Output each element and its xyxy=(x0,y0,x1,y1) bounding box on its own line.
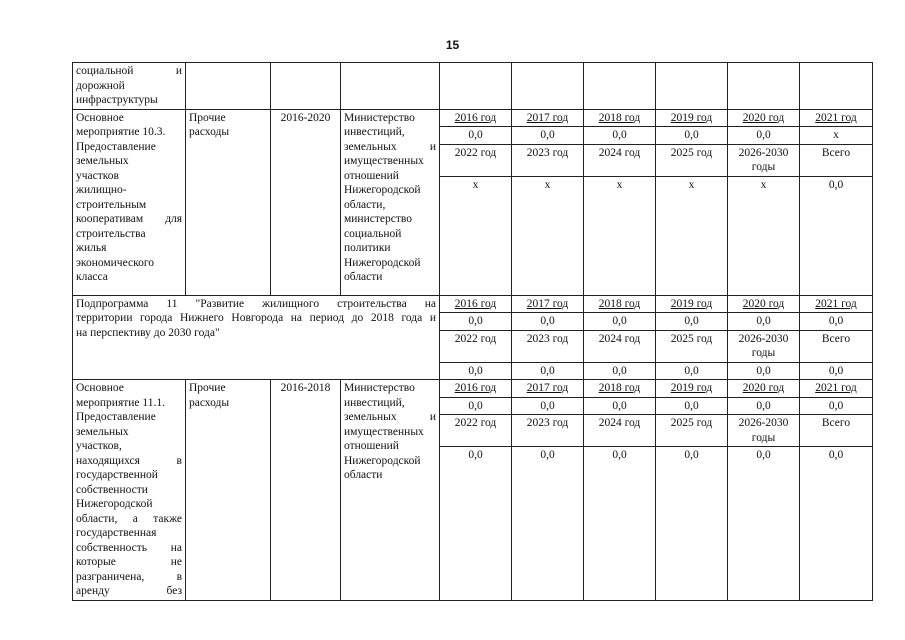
text-line: мероприятие 11.1. xyxy=(76,396,165,409)
text-line: социальной и xyxy=(76,65,182,77)
year-header: 2017 год xyxy=(512,380,584,398)
text-line: Основное xyxy=(76,111,124,124)
year-header: 2018 год xyxy=(584,380,656,398)
subprogram-years-row xyxy=(73,295,873,313)
text-line: которые не xyxy=(76,556,182,568)
year-header: 2026-2030 годы xyxy=(728,415,800,447)
text-line: строительства xyxy=(76,227,146,240)
text-line: Нижегородской xyxy=(344,184,421,196)
year-header: 2017 год xyxy=(512,109,584,127)
value-cell: 0,0 xyxy=(656,127,728,145)
text-line: государственная xyxy=(76,527,157,539)
year-header: 2025 год xyxy=(656,330,728,362)
text-line: Прочие xyxy=(189,111,226,124)
value-cell: 0,0 xyxy=(512,397,584,415)
text-line: имущественных xyxy=(344,155,424,167)
text-line: Предоставление xyxy=(76,411,156,423)
text-line: Нижегородской xyxy=(344,454,421,467)
measure-10-3-years-row xyxy=(73,109,873,127)
value-cell: 0,0 xyxy=(440,397,512,415)
text-line: отношений xyxy=(344,169,399,182)
measure-name-cell xyxy=(73,380,186,601)
year-header: 2024 год xyxy=(584,415,656,447)
period-cell: 2016-2018 xyxy=(271,380,341,601)
empty-cell xyxy=(728,63,800,110)
value-cell: 0,0 xyxy=(800,447,873,601)
value-cell: х xyxy=(656,176,728,295)
text-line: социальной xyxy=(344,227,402,240)
year-header: 2025 год xyxy=(656,144,728,176)
value-cell: 0,0 xyxy=(440,447,512,601)
value-cell: 0,0 xyxy=(584,447,656,601)
year-header: Всего xyxy=(800,330,873,362)
continuation-name-cell xyxy=(73,63,186,110)
text-line: жилья xyxy=(76,242,107,254)
year-header: 2025 год xyxy=(656,415,728,447)
value-cell: х xyxy=(584,176,656,295)
text-line: инвестиций, xyxy=(344,126,405,138)
year-header: 2023 год xyxy=(512,330,584,362)
value-cell: 0,0 xyxy=(800,397,873,415)
year-header: 2016 год xyxy=(440,380,512,398)
year-header: 2023 год xyxy=(512,144,584,176)
text-line: Министерство xyxy=(344,111,415,124)
executor-cell xyxy=(341,109,440,295)
text-line: земельных xyxy=(76,155,129,167)
text-line: класса xyxy=(76,271,108,283)
text-line: Министерство xyxy=(344,382,415,394)
text-line: расходы xyxy=(189,126,230,138)
year-header: 2016 год xyxy=(440,109,512,127)
value-cell: 0,0 xyxy=(800,362,873,380)
year-header: 2019 год xyxy=(656,380,728,398)
year-header: 2019 год xyxy=(656,295,728,313)
value-cell: х xyxy=(512,176,584,295)
text-line: инфраструктуры xyxy=(76,94,158,106)
year-header: 2021 год xyxy=(800,380,873,398)
value-cell: 0,0 xyxy=(656,362,728,380)
page-number: 15 xyxy=(445,38,460,52)
value-cell: 0,0 xyxy=(512,447,584,601)
text-line: кооперативам для xyxy=(76,213,182,225)
value-cell: 0,0 xyxy=(512,362,584,380)
year-header: 2016 год xyxy=(440,295,512,313)
value-cell: 0,0 xyxy=(440,362,512,380)
value-cell: 0,0 xyxy=(728,127,800,145)
text-line: области, xyxy=(344,198,386,211)
text-line: Нижегородской xyxy=(344,256,421,269)
text-line: Прочие xyxy=(189,382,226,394)
year-header: Всего xyxy=(800,415,873,447)
text-line: Нижегородской xyxy=(76,498,153,510)
expense-type-cell xyxy=(186,380,271,601)
empty-cell xyxy=(584,63,656,110)
text-line: находящихся в xyxy=(76,454,182,467)
year-header: 2018 год xyxy=(584,295,656,313)
value-cell: 0,0 xyxy=(584,127,656,145)
subprogram-title-line: на перспективу до 2030 года" xyxy=(76,326,220,339)
text-line: политики xyxy=(344,242,391,254)
year-header: 2026-2030 годы xyxy=(728,144,800,176)
text-line: дорожной xyxy=(76,79,125,92)
year-header: 2022 год xyxy=(440,330,512,362)
text-line: области xyxy=(344,469,383,481)
text-line: жилищно- xyxy=(76,184,127,196)
year-header: 2020 год xyxy=(728,295,800,313)
year-header: 2019 год xyxy=(656,109,728,127)
program-table xyxy=(72,62,873,601)
value-cell: х xyxy=(728,176,800,295)
subprogram-title-line: территории города Нижнего Новгорода на период до 2018 года и xyxy=(76,312,436,324)
subprogram-title-cell xyxy=(73,295,440,380)
year-header: 2021 год xyxy=(800,109,873,127)
text-line: расходы xyxy=(189,396,230,409)
value-cell: 0,0 xyxy=(656,313,728,331)
text-line: земельных xyxy=(76,425,129,438)
empty-cell xyxy=(341,63,440,110)
value-cell: 0,0 xyxy=(728,313,800,331)
empty-cell xyxy=(186,63,271,110)
text-line: аренду без xyxy=(76,585,182,597)
year-header: 2026-2030 годы xyxy=(728,330,800,362)
year-header: 2022 год xyxy=(440,415,512,447)
empty-cell xyxy=(271,63,341,110)
text-line: области xyxy=(344,271,383,283)
value-cell: 0,0 xyxy=(584,397,656,415)
text-line: инвестиций, xyxy=(344,396,405,409)
text-line: земельных и xyxy=(344,140,436,153)
empty-cell xyxy=(656,63,728,110)
text-line: земельных и xyxy=(344,411,436,423)
value-cell: 0,0 xyxy=(728,447,800,601)
text-line: Предоставление xyxy=(76,140,156,153)
text-line: разграничена, в xyxy=(76,570,182,583)
year-header: 2023 год xyxy=(512,415,584,447)
value-cell: х xyxy=(440,176,512,295)
text-line: участков xyxy=(76,169,119,182)
text-line: строительным xyxy=(76,198,147,211)
text-line: участков, xyxy=(76,440,122,452)
text-line: области, а также xyxy=(76,512,182,525)
value-cell: 0,0 xyxy=(584,313,656,331)
text-line: собственности xyxy=(76,483,148,496)
text-line: мероприятие 10.3. xyxy=(76,126,166,138)
value-cell: 0,0 xyxy=(800,176,873,295)
text-line: имущественных xyxy=(344,425,424,438)
empty-cell xyxy=(512,63,584,110)
value-cell: 0,0 xyxy=(800,313,873,331)
year-header: 2024 год xyxy=(584,144,656,176)
measure-11-1-years-row xyxy=(73,380,873,398)
measure-name-cell xyxy=(73,109,186,295)
value-cell: 0,0 xyxy=(728,362,800,380)
text-line: отношений xyxy=(344,440,399,452)
year-header: 2018 год xyxy=(584,109,656,127)
value-cell: 0,0 xyxy=(656,447,728,601)
text-line: государственной xyxy=(76,469,158,481)
continuation-row xyxy=(73,63,873,110)
value-cell: 0,0 xyxy=(440,313,512,331)
year-header: 2017 год xyxy=(512,295,584,313)
empty-cell xyxy=(800,63,873,110)
year-header: Всего xyxy=(800,144,873,176)
expense-type-cell xyxy=(186,109,271,295)
value-cell: 0,0 xyxy=(584,362,656,380)
value-cell: 0,0 xyxy=(440,127,512,145)
value-cell: 0,0 xyxy=(512,313,584,331)
year-header: 2021 год xyxy=(800,295,873,313)
year-header: 2020 год xyxy=(728,380,800,398)
value-cell: 0,0 xyxy=(728,397,800,415)
value-cell: 0,0 xyxy=(512,127,584,145)
empty-cell xyxy=(440,63,512,110)
year-header: 2020 год xyxy=(728,109,800,127)
subprogram-title-line: Подпрограмма 11 "Развитие жилищного строительства на xyxy=(76,297,436,310)
year-header: 2024 год xyxy=(584,330,656,362)
period-cell: 2016-2020 xyxy=(271,109,341,295)
text-line: собственность на xyxy=(76,541,182,554)
text-line: Основное xyxy=(76,382,124,394)
text-line: экономического xyxy=(76,256,155,269)
value-cell: 0,0 xyxy=(656,397,728,415)
executor-cell xyxy=(341,380,440,601)
value-cell: х xyxy=(800,127,873,145)
year-header: 2022 год xyxy=(440,144,512,176)
text-line: министерство xyxy=(344,213,412,225)
